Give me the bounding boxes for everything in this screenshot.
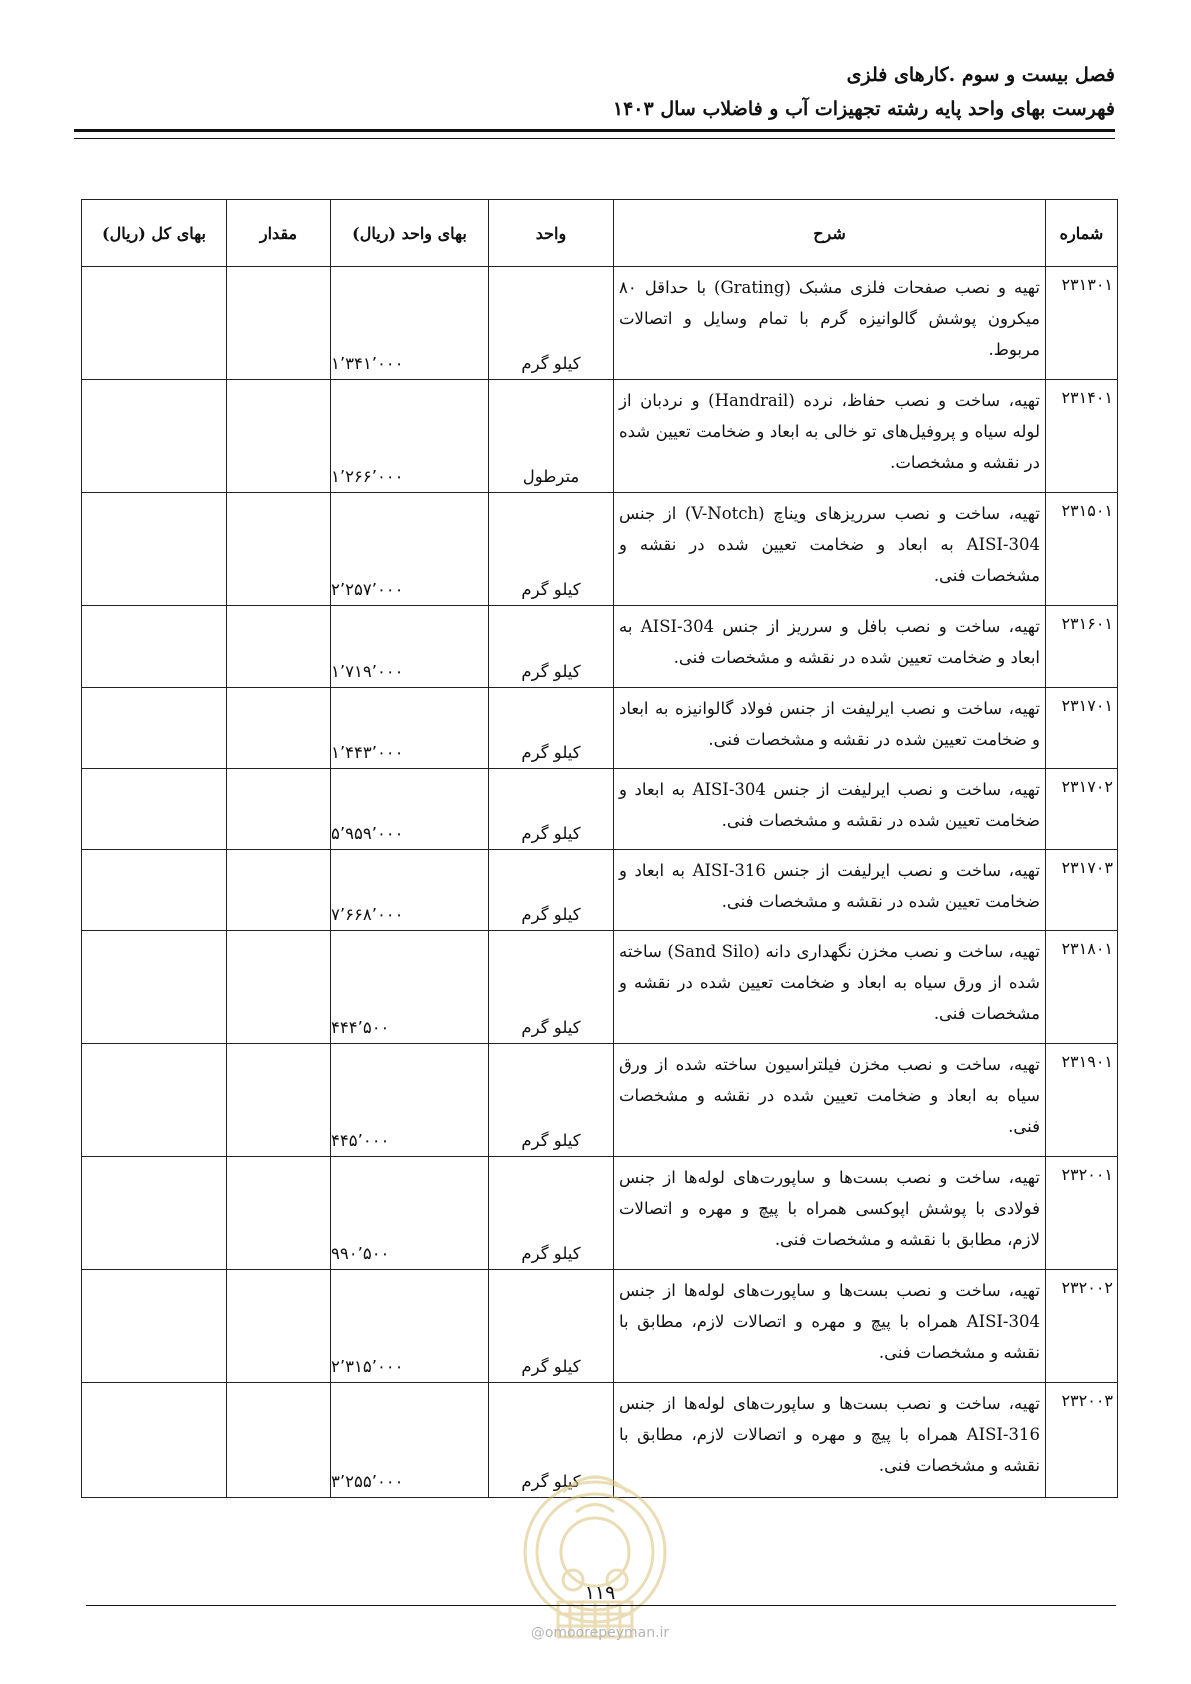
item-code: ۲۳۱۵۰۱ (1046, 493, 1118, 606)
price-table (81, 199, 1118, 1498)
page-header (75, 58, 1115, 126)
item-unit: کیلو گرم (489, 606, 614, 688)
item-code: ۲۳۲۰۰۲ (1046, 1270, 1118, 1383)
item-unit: مترطول (489, 380, 614, 493)
watermark-logo-icon (518, 1452, 672, 1682)
item-description: تهیه، ساخت و نصب حفاظ، نرده (Handrail) و نردبان از لوله سیاه و پروفیل‌های تو خالی به ابعاد و ضخامت تعیین شده در نقشه و مشخصات. (614, 380, 1046, 493)
item-quantity (227, 688, 331, 769)
item-quantity (227, 493, 331, 606)
table-row (82, 493, 1118, 606)
item-unit: کیلو گرم (489, 769, 614, 850)
item-quantity (227, 850, 331, 931)
item-description: تهیه، ساخت و نصب بافل و سرریز از جنس AISI-304 به ابعاد و ضخامت تعیین شده در نقشه و مشخصات فنی. (614, 606, 1046, 688)
item-unit: کیلو گرم (489, 267, 614, 380)
item-description: تهیه، ساخت و نصب سرریزهای ویناچ (V-Notch) از جنس AISI-304 به ابعاد و ضخامت تعیین شده در نقشه و مشخصات فنی. (614, 493, 1046, 606)
table-row (82, 1044, 1118, 1157)
item-quantity (227, 267, 331, 380)
col-header-code: شماره (1046, 200, 1118, 267)
header-divider (74, 129, 1115, 139)
table-row (82, 1270, 1118, 1383)
item-unit: کیلو گرم (489, 493, 614, 606)
page-number: ۱۱۹ (584, 1582, 616, 1604)
item-code: ۲۳۱۸۰۱ (1046, 931, 1118, 1044)
item-code: ۲۳۱۳۰۱ (1046, 267, 1118, 380)
item-total-price (82, 769, 227, 850)
item-total-price (82, 688, 227, 769)
item-total-price (82, 606, 227, 688)
item-unit: کیلو گرم (489, 1157, 614, 1270)
item-unit: کیلو گرم (489, 850, 614, 931)
item-code: ۲۳۱۷۰۳ (1046, 850, 1118, 931)
item-total-price (82, 850, 227, 931)
item-description: تهیه، ساخت و نصب بست‌ها و ساپورت‌های لوله‌ها از جنس AISI-316 همراه با پیچ و مهره و اتصالات لازم، مطابق با نقشه و مشخصات فنی. (614, 1383, 1046, 1498)
item-quantity (227, 1044, 331, 1157)
item-description: تهیه، ساخت و نصب بست‌ها و ساپورت‌های لوله‌ها از جنس فولادی با پوشش اپوکسی همراه با پیچ و مهره و اتصالات لازم، مطابق با نقشه و مشخصات فنی. (614, 1157, 1046, 1270)
item-quantity (227, 1157, 331, 1270)
item-code: ۲۳۱۹۰۱ (1046, 1044, 1118, 1157)
item-description: تهیه، ساخت و نصب مخزن نگهداری دانه (Sand Silo) ساخته شده از ورق سیاه به ابعاد و ضخامت تعیین شده در نقشه و مشخصات فنی. (614, 931, 1046, 1044)
item-unit-price: ۳٬۲۵۵٬۰۰۰ (331, 1383, 489, 1498)
col-header-unit-price: بهای واحد (ریال) (331, 200, 489, 267)
table-row (82, 267, 1118, 380)
item-unit-price: ۱٬۲۶۶٬۰۰۰ (331, 380, 489, 493)
col-header-desc: شرح (614, 200, 1046, 267)
item-unit: کیلو گرم (489, 1383, 614, 1498)
item-unit-price: ۱٬۷۱۹٬۰۰۰ (331, 606, 489, 688)
col-header-unit: واحد (489, 200, 614, 267)
item-quantity (227, 769, 331, 850)
item-unit-price: ۲٬۳۱۵٬۰۰۰ (331, 1270, 489, 1383)
item-description: تهیه، ساخت و نصب ایرلیفت از جنس AISI-316 به ابعاد و ضخامت تعیین شده در نقشه و مشخصات فنی. (614, 850, 1046, 931)
item-unit-price: ۵٬۹۵۹٬۰۰۰ (331, 769, 489, 850)
chapter-title: فصل بیست و سوم .کارهای فلزی (846, 64, 1115, 86)
item-unit-price: ۷٬۶۶۸٬۰۰۰ (331, 850, 489, 931)
table-header-row (82, 200, 1118, 267)
item-description: تهیه، ساخت و نصب مخزن فیلتراسیون ساخته شده از ورق سیاه به ابعاد و ضخامت تعیین شده در نقشه و مشخصات فنی. (614, 1044, 1046, 1157)
item-code: ۲۳۲۰۰۱ (1046, 1157, 1118, 1270)
item-description: تهیه، ساخت و نصب ایرلیفت از جنس AISI-304 به ابعاد و ضخامت تعیین شده در نقشه و مشخصات فنی. (614, 769, 1046, 850)
item-code: ۲۳۲۰۰۳ (1046, 1383, 1118, 1498)
item-unit: کیلو گرم (489, 931, 614, 1044)
item-unit-price: ۴۴۵٬۰۰۰ (331, 1044, 489, 1157)
item-unit-price: ۴۴۴٬۵۰۰ (331, 931, 489, 1044)
item-total-price (82, 931, 227, 1044)
item-unit: کیلو گرم (489, 1044, 614, 1157)
footer-divider (86, 1605, 1116, 1606)
item-unit: کیلو گرم (489, 1270, 614, 1383)
item-quantity (227, 1270, 331, 1383)
item-total-price (82, 1383, 227, 1498)
item-total-price (82, 1044, 227, 1157)
col-header-quantity: مقدار (227, 200, 331, 267)
item-quantity (227, 1383, 331, 1498)
item-code: ۲۳۱۷۰۲ (1046, 769, 1118, 850)
item-total-price (82, 1270, 227, 1383)
col-header-total: بهای کل (ریال) (82, 200, 227, 267)
table-row (82, 1157, 1118, 1270)
table-row (82, 606, 1118, 688)
item-total-price (82, 1157, 227, 1270)
item-unit-price: ۱٬۳۴۱٬۰۰۰ (331, 267, 489, 380)
item-unit-price: ۲٬۲۵۷٬۰۰۰ (331, 493, 489, 606)
item-unit-price: ۱٬۴۴۳٬۰۰۰ (331, 688, 489, 769)
item-quantity (227, 380, 331, 493)
table-row (82, 769, 1118, 850)
table-row (82, 931, 1118, 1044)
item-code: ۲۳۱۷۰۱ (1046, 688, 1118, 769)
document-title: فهرست بهای واحد پایه رشته تجهیزات آب و فاضلاب سال ۱۴۰۳ (612, 98, 1115, 120)
item-unit-price: ۹۹۰٬۵۰۰ (331, 1157, 489, 1270)
item-total-price (82, 493, 227, 606)
table-row (82, 380, 1118, 493)
item-total-price (82, 380, 227, 493)
item-description: تهیه و نصب صفحات فلزی مشبک (Grating) با حداقل ۸۰ میکرون پوشش گالوانیزه گرم با تمام وسایل و اتصالات مربوط. (614, 267, 1046, 380)
item-code: ۲۳۱۴۰۱ (1046, 380, 1118, 493)
item-description: تهیه، ساخت و نصب ایرلیفت از جنس فولاد گالوانیزه به ابعاد و ضخامت تعیین شده در نقشه و مشخصات فنی. (614, 688, 1046, 769)
item-code: ۲۳۱۶۰۱ (1046, 606, 1118, 688)
item-quantity (227, 931, 331, 1044)
website-watermark: @omoorepeyman.ir (530, 1625, 670, 1641)
item-description: تهیه، ساخت و نصب بست‌ها و ساپورت‌های لوله‌ها از جنس AISI-304 همراه با پیچ و مهره و اتصالات لازم، مطابق با نقشه و مشخصات فنی. (614, 1270, 1046, 1383)
item-total-price (82, 267, 227, 380)
item-quantity (227, 606, 331, 688)
table-row (82, 688, 1118, 769)
item-unit: کیلو گرم (489, 688, 614, 769)
table-row (82, 850, 1118, 931)
